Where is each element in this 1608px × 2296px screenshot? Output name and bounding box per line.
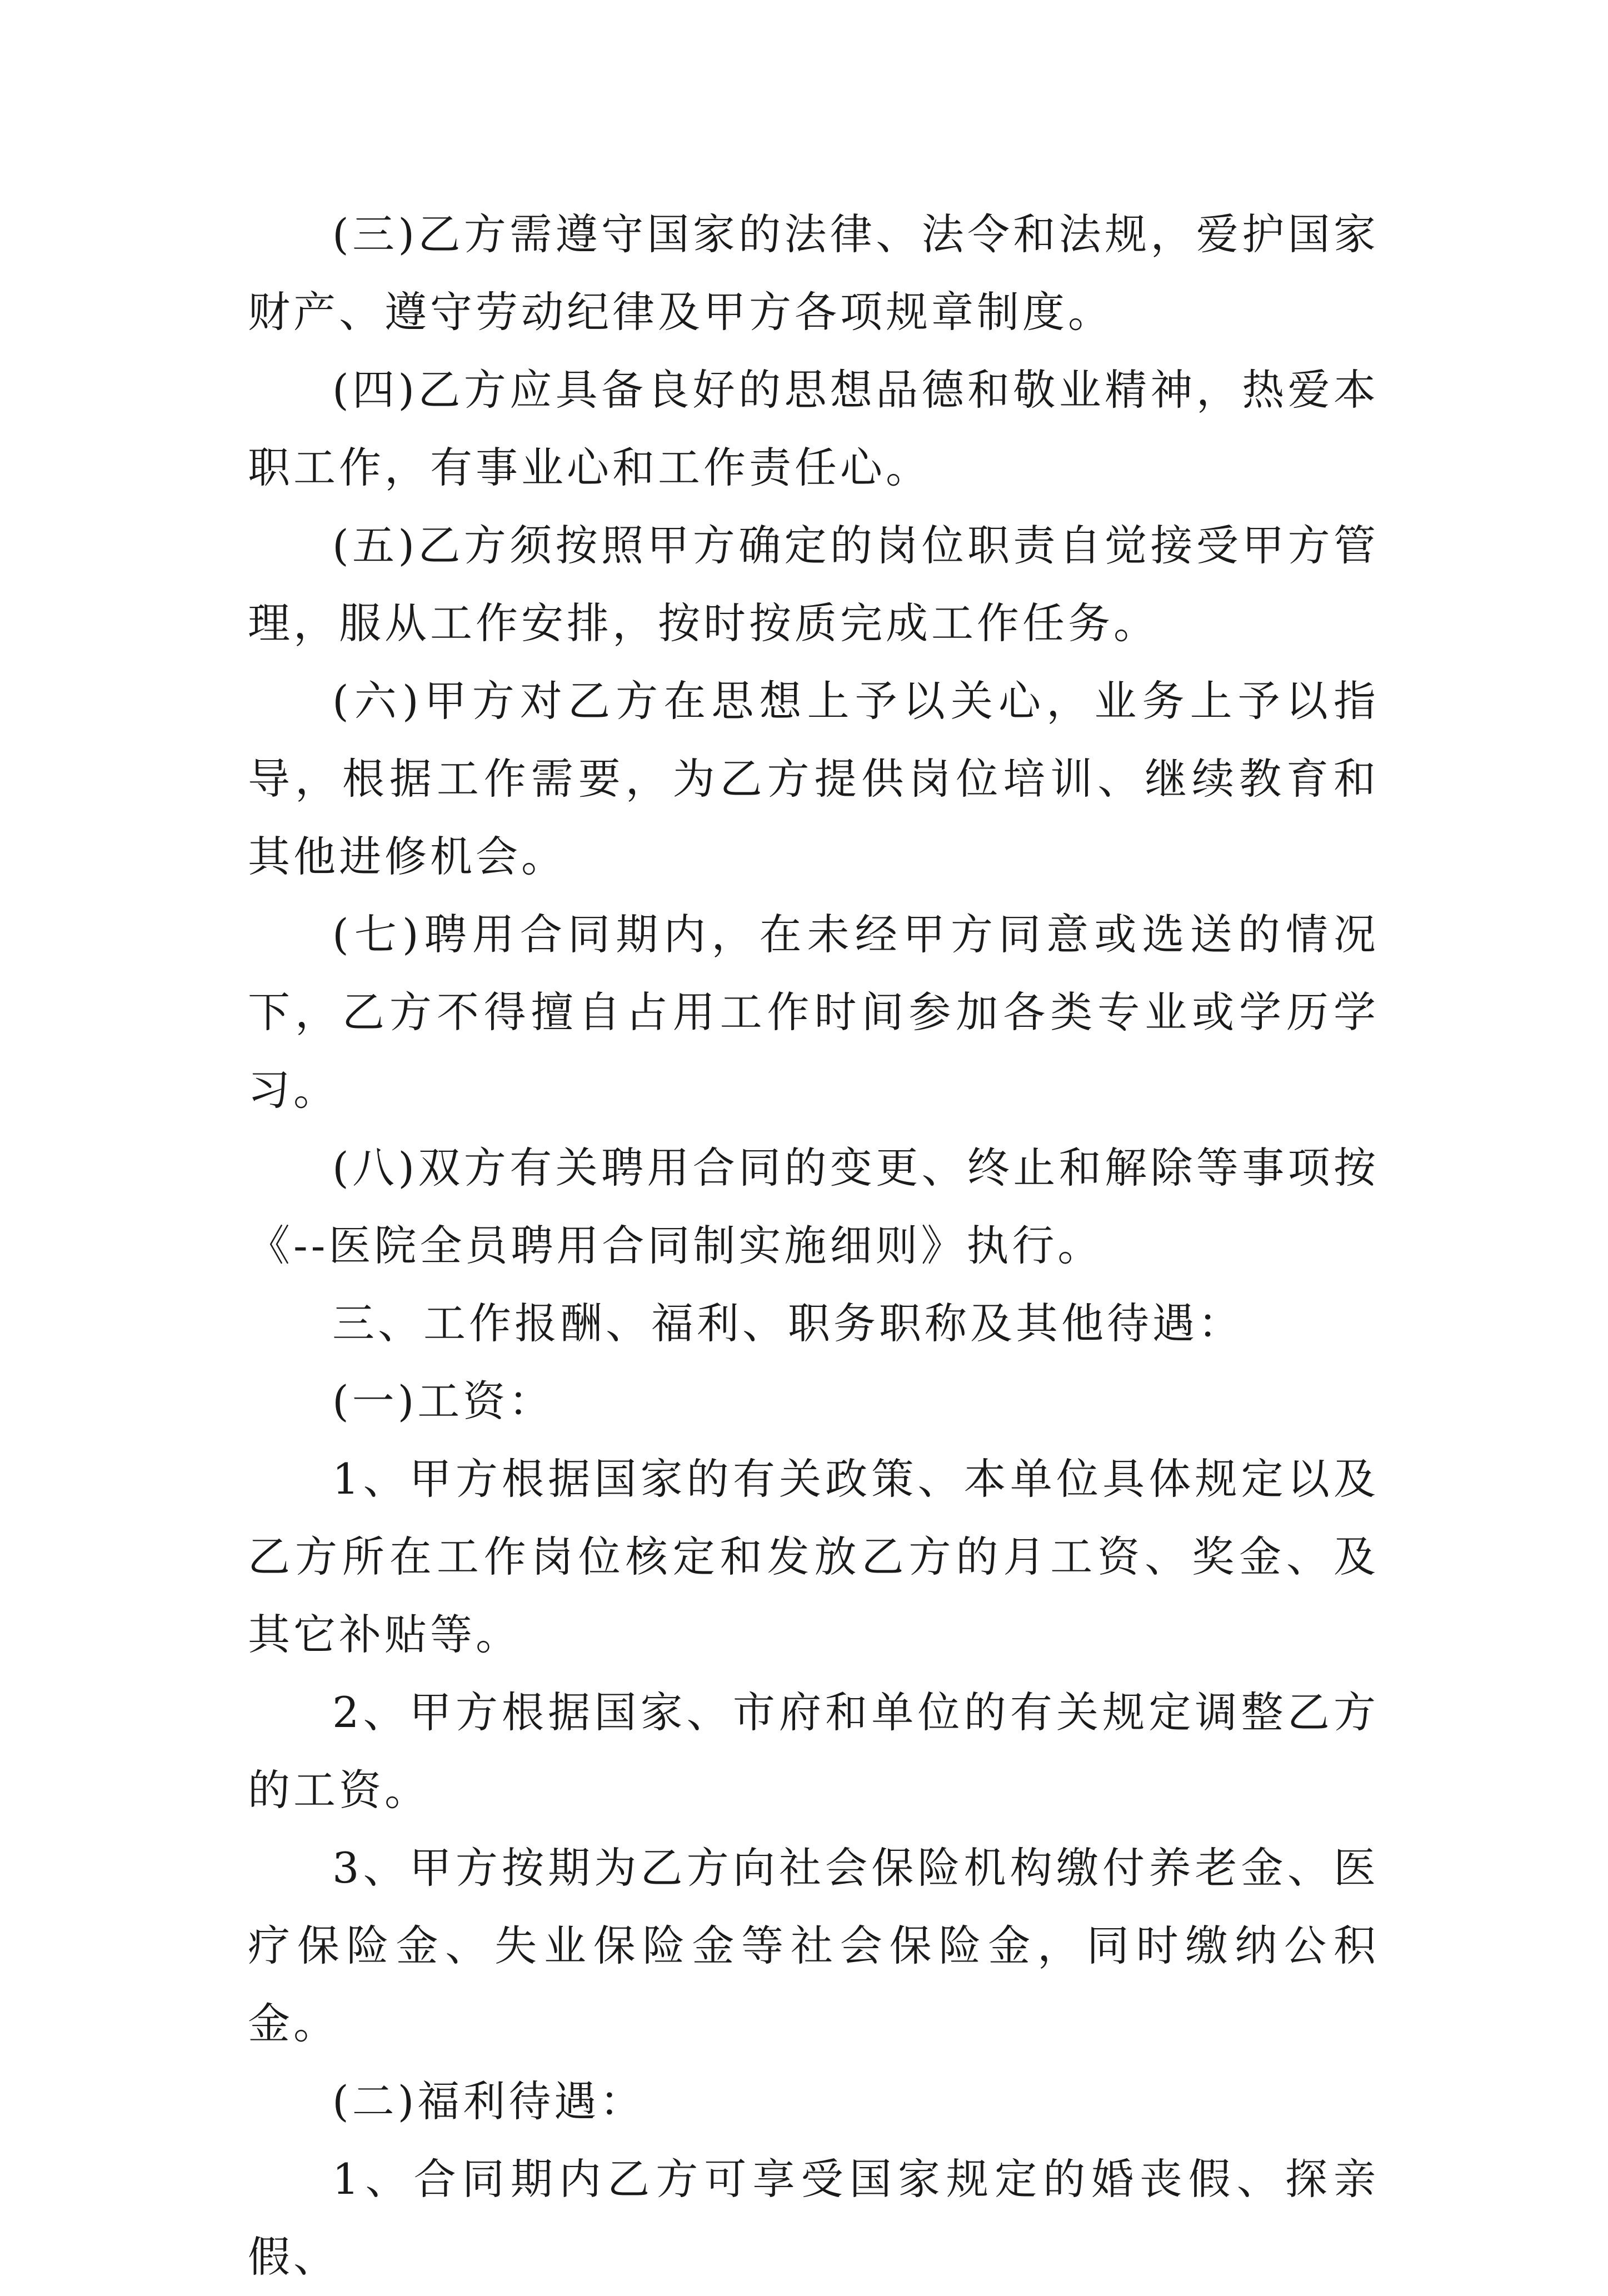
salary-item-2: 2、甲方根据国家、市府和单位的有关规定调整乙方的工资。 — [248, 1688, 1379, 1815]
welfare-item-1: 1、合同期内乙方可享受国家规定的婚丧假、探亲假、 — [248, 2154, 1379, 2282]
section-heading-compensation: 三、工作报酬、福利、职务职称及其他待遇： — [332, 1299, 1244, 1348]
subheading-welfare: (二)福利待遇： — [332, 2077, 646, 2126]
document-body — [248, 196, 1379, 2296]
salary-item-3: 3、甲方按期为乙方向社会保险机构缴付养老金、医疗保险金、失业保险金等社会保险金，同时缴纳公积金。 — [248, 1843, 1379, 2048]
subheading-salary: (一)工资： — [332, 1376, 555, 1426]
paragraph-7: (七)聘用合同期内，在未经甲方同意或选送的情况下，乙方不得擅自占用工作时间参加各类专业或学历学习。 — [248, 910, 1379, 1115]
paragraph-3: (三)乙方需遵守国家的法律、法令和法规，爱护国家财产、遵守劳动纪律及甲方各项规章制度。 — [248, 209, 1379, 337]
salary-item-1: 1、甲方根据国家的有关政策、本单位具体规定以及乙方所在工作岗位核定和发放乙方的月工资、奖金、及其它补贴等。 — [248, 1454, 1379, 1659]
paragraph-6: (六)甲方对乙方在思想上予以关心，业务上予以指导，根据工作需要，为乙方提供岗位培训、继续教育和其他进修机会。 — [248, 676, 1379, 881]
paragraph-5: (五)乙方须按照甲方确定的岗位职责自觉接受甲方管理，服从工作安排，按时按质完成工作任务。 — [248, 521, 1379, 648]
paragraph-4: (四)乙方应具备良好的思想品德和敬业精神，热爱本职工作，有事业心和工作责任心。 — [248, 365, 1379, 492]
paragraph-8: (八)双方有关聘用合同的变更、终止和解除等事项按《--医院全员聘用合同制实施细则》执行。 — [248, 1143, 1379, 1270]
